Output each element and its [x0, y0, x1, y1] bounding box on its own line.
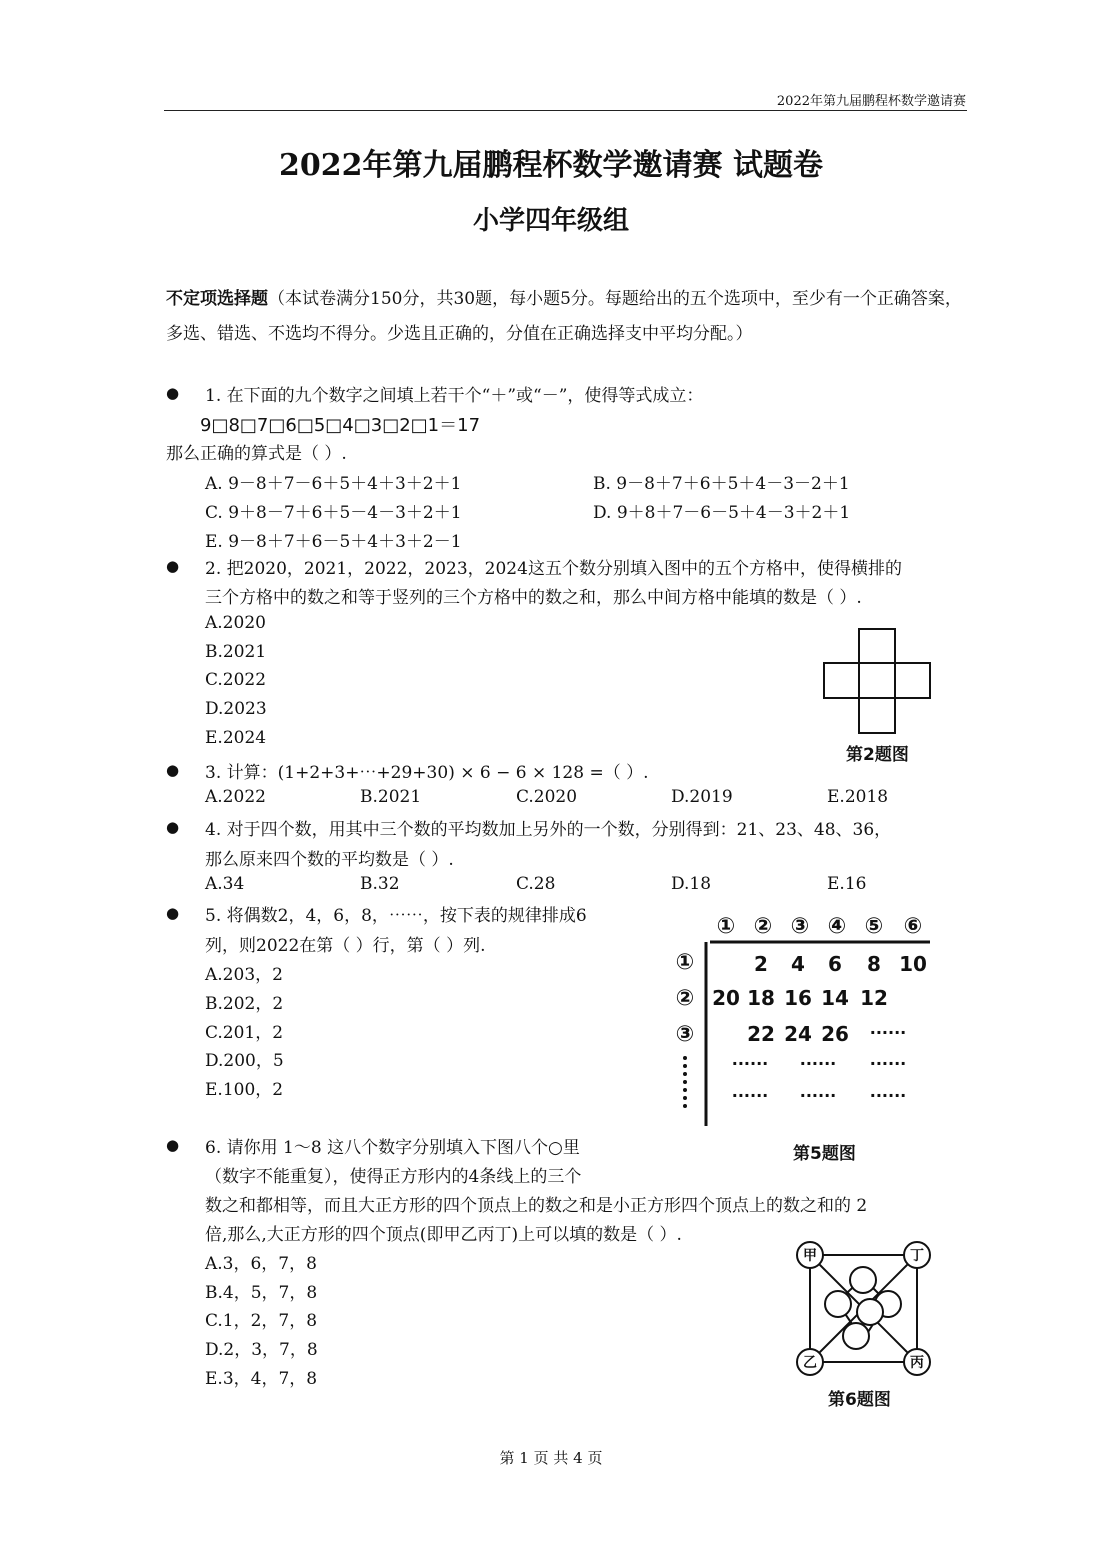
table-cell: ······	[869, 1023, 907, 1042]
q6-bullet: ●	[166, 1136, 180, 1154]
q2-option-b: B.2021	[205, 642, 267, 662]
table-cell: 26	[821, 1022, 849, 1046]
table-col-header: ②	[753, 914, 773, 939]
q5-option-e: E.100，2	[205, 1080, 284, 1100]
q4-option-a: A.34	[205, 874, 245, 894]
page-title: 2022年第九届鹏程杯数学邀请赛 试题卷	[279, 148, 823, 183]
table-col-header: ④	[827, 914, 847, 939]
page-footer: 第 1 页 共 4 页	[499, 1449, 603, 1467]
table-cell: 12	[860, 986, 888, 1010]
q4-option-d: D.18	[671, 874, 712, 894]
q1-stem: 1. 在下面的九个数字之间填上若干个“＋”或“－”，使得等式成立：	[205, 386, 704, 406]
q6-stem-line1: 6. 请你用 1～8 这八个数字分别填入下图八个○里	[205, 1138, 580, 1158]
q3-bullet: ●	[166, 761, 180, 779]
q4-option-b: B.32	[360, 874, 400, 894]
q2-cross-grid-figure	[823, 628, 931, 734]
table-cell: 4	[791, 952, 805, 976]
table-col-header: ③	[790, 914, 810, 939]
table-col-header: ⑥	[903, 914, 923, 939]
table-dots: ······	[731, 1086, 769, 1105]
q3-option-d: D.2019	[671, 787, 733, 807]
q3-stem: 3. 计算：(1+2+3+⋯+29+30) × 6 − 6 × 128 =（ ）.	[205, 763, 649, 783]
table-dots: ······	[731, 1054, 769, 1073]
table-cell: 16	[784, 986, 812, 1010]
q4-bullet: ●	[166, 818, 180, 836]
q3-option-c: C.2020	[516, 787, 578, 807]
q5-option-b: B.202，2	[205, 994, 284, 1014]
q6-square-circles-figure	[792, 1240, 934, 1378]
instructions-text: （本试卷满分150分，共30题，每小题5分。每题给出的五个选项中，至少有一个正确答案，多选、错选、不选均不得分。少选且正确的，分值在正确选择支中平均分配。）	[166, 289, 962, 344]
q5-option-d: D.200，5	[205, 1051, 284, 1071]
q2-option-d: D.2023	[205, 699, 267, 719]
table-cell: 20	[712, 986, 740, 1010]
table-cell: 14	[821, 986, 849, 1010]
table-col-header: ⑤	[864, 914, 884, 939]
table-cell: 24	[784, 1022, 812, 1046]
q6-option-e: E.3，4，7，8	[205, 1369, 318, 1389]
table-row-header: ③	[675, 1022, 695, 1047]
q2-stem-line2: 三个方格中的数之和等于竖列的三个方格中的数之和，那么中间方格中能填的数是（ ）.	[205, 588, 862, 608]
q6-stem-line3: 数之和都相等，而且大正方形的四个顶点上的数之和是小正方形四个顶点上的数之和的 2	[205, 1196, 868, 1216]
instructions	[166, 282, 966, 352]
table-col-header: ①	[716, 914, 736, 939]
q4-stem-line2: 那么原来四个数的平均数是（ ）.	[205, 850, 454, 870]
vertex-label-bing: 丙	[910, 1355, 924, 1371]
table-dots: ······	[869, 1086, 907, 1105]
instructions-heading: 不定项选择题	[166, 289, 268, 309]
q5-option-a: A.203，2	[205, 965, 283, 985]
table-cell: 6	[828, 952, 842, 976]
table-cell: 10	[899, 952, 927, 976]
q1-option-d: D. 9＋8＋7－6－5＋4－3＋2＋1	[593, 503, 851, 523]
table-cell: 2	[754, 952, 768, 976]
page-subtitle: 小学四年级组	[472, 206, 629, 236]
q2-bullet: ●	[166, 557, 180, 575]
vertex-label-yi: 乙	[803, 1355, 817, 1371]
q3-option-a: A.2022	[205, 787, 266, 807]
q1-option-e: E. 9－8＋7＋6－5＋4＋3＋2－1	[205, 532, 462, 552]
q5-stem-line1: 5. 将偶数2，4，6，8，⋯⋯，按下表的规律排成6	[205, 906, 587, 926]
table-dots: ······	[869, 1054, 907, 1073]
vertex-label-jia: 甲	[803, 1248, 817, 1264]
q4-option-e: E.16	[827, 874, 867, 894]
q2-stem-line1: 2. 把2020，2021，2022，2023，2024这五个数分别填入图中的五个方格中，使得横排的	[205, 559, 902, 579]
q4-stem-line1: 4. 对于四个数，用其中三个数的平均数加上另外的一个数，分别得到：21、23、48、36，	[205, 820, 892, 840]
q6-option-b: B.4，5，7，8	[205, 1283, 318, 1303]
q1-equation: 9□8□7□6□5□4□3□2□1＝17	[200, 415, 481, 436]
table-cell: 18	[747, 986, 775, 1010]
q4-option-c: C.28	[516, 874, 556, 894]
q6-option-a: A.3，6，7，8	[205, 1254, 317, 1274]
q3-option-e: E.2018	[827, 787, 889, 807]
table-row-header: ②	[675, 986, 695, 1011]
q1-option-b: B. 9－8＋7＋6＋5＋4－3－2＋1	[593, 474, 850, 494]
table-dots: ······	[799, 1054, 837, 1073]
header-rule	[164, 110, 967, 111]
q5-option-c: C.201，2	[205, 1023, 284, 1043]
q5-number-table-figure	[668, 906, 934, 1128]
q5-stem-line2: 列，则2022在第（ ）行，第（ ）列.	[205, 936, 486, 956]
q1-option-a: A. 9－8＋7－6＋5＋4＋3＋2＋1	[205, 474, 462, 494]
table-dots: ······	[799, 1086, 837, 1105]
q2-option-e: E.2024	[205, 728, 267, 748]
q6-option-c: C.1，2，7，8	[205, 1311, 318, 1331]
q3-option-b: B.2021	[360, 787, 422, 807]
running-header: 2022年第九届鹏程杯数学邀请赛	[776, 94, 966, 109]
q2-option-c: C.2022	[205, 670, 267, 690]
q5-figure-caption: 第5题图	[793, 1144, 856, 1164]
q6-option-d: D.2，3，7，8	[205, 1340, 318, 1360]
q6-stem-line2: （数字不能重复），使得正方形内的4条线上的三个	[205, 1167, 582, 1187]
q1-question: 那么正确的算式是（ ）.	[166, 444, 347, 464]
table-cell: 8	[867, 952, 881, 976]
q2-figure-caption: 第2题图	[846, 745, 909, 765]
vertex-label-ding: 丁	[910, 1248, 924, 1264]
q2-option-a: A.2020	[205, 613, 266, 633]
q6-stem-line4: 倍,那么,大正方形的四个顶点(即甲乙丙丁)上可以填的数是（ ）.	[205, 1225, 682, 1245]
table-row-header: ①	[675, 950, 695, 975]
q1-option-c: C. 9＋8－7＋6＋5－4－3＋2＋1	[205, 503, 462, 523]
q1-bullet: ●	[166, 384, 180, 402]
q6-figure-caption: 第6题图	[828, 1390, 891, 1410]
table-cell: 22	[747, 1022, 775, 1046]
q5-bullet: ●	[166, 904, 180, 922]
